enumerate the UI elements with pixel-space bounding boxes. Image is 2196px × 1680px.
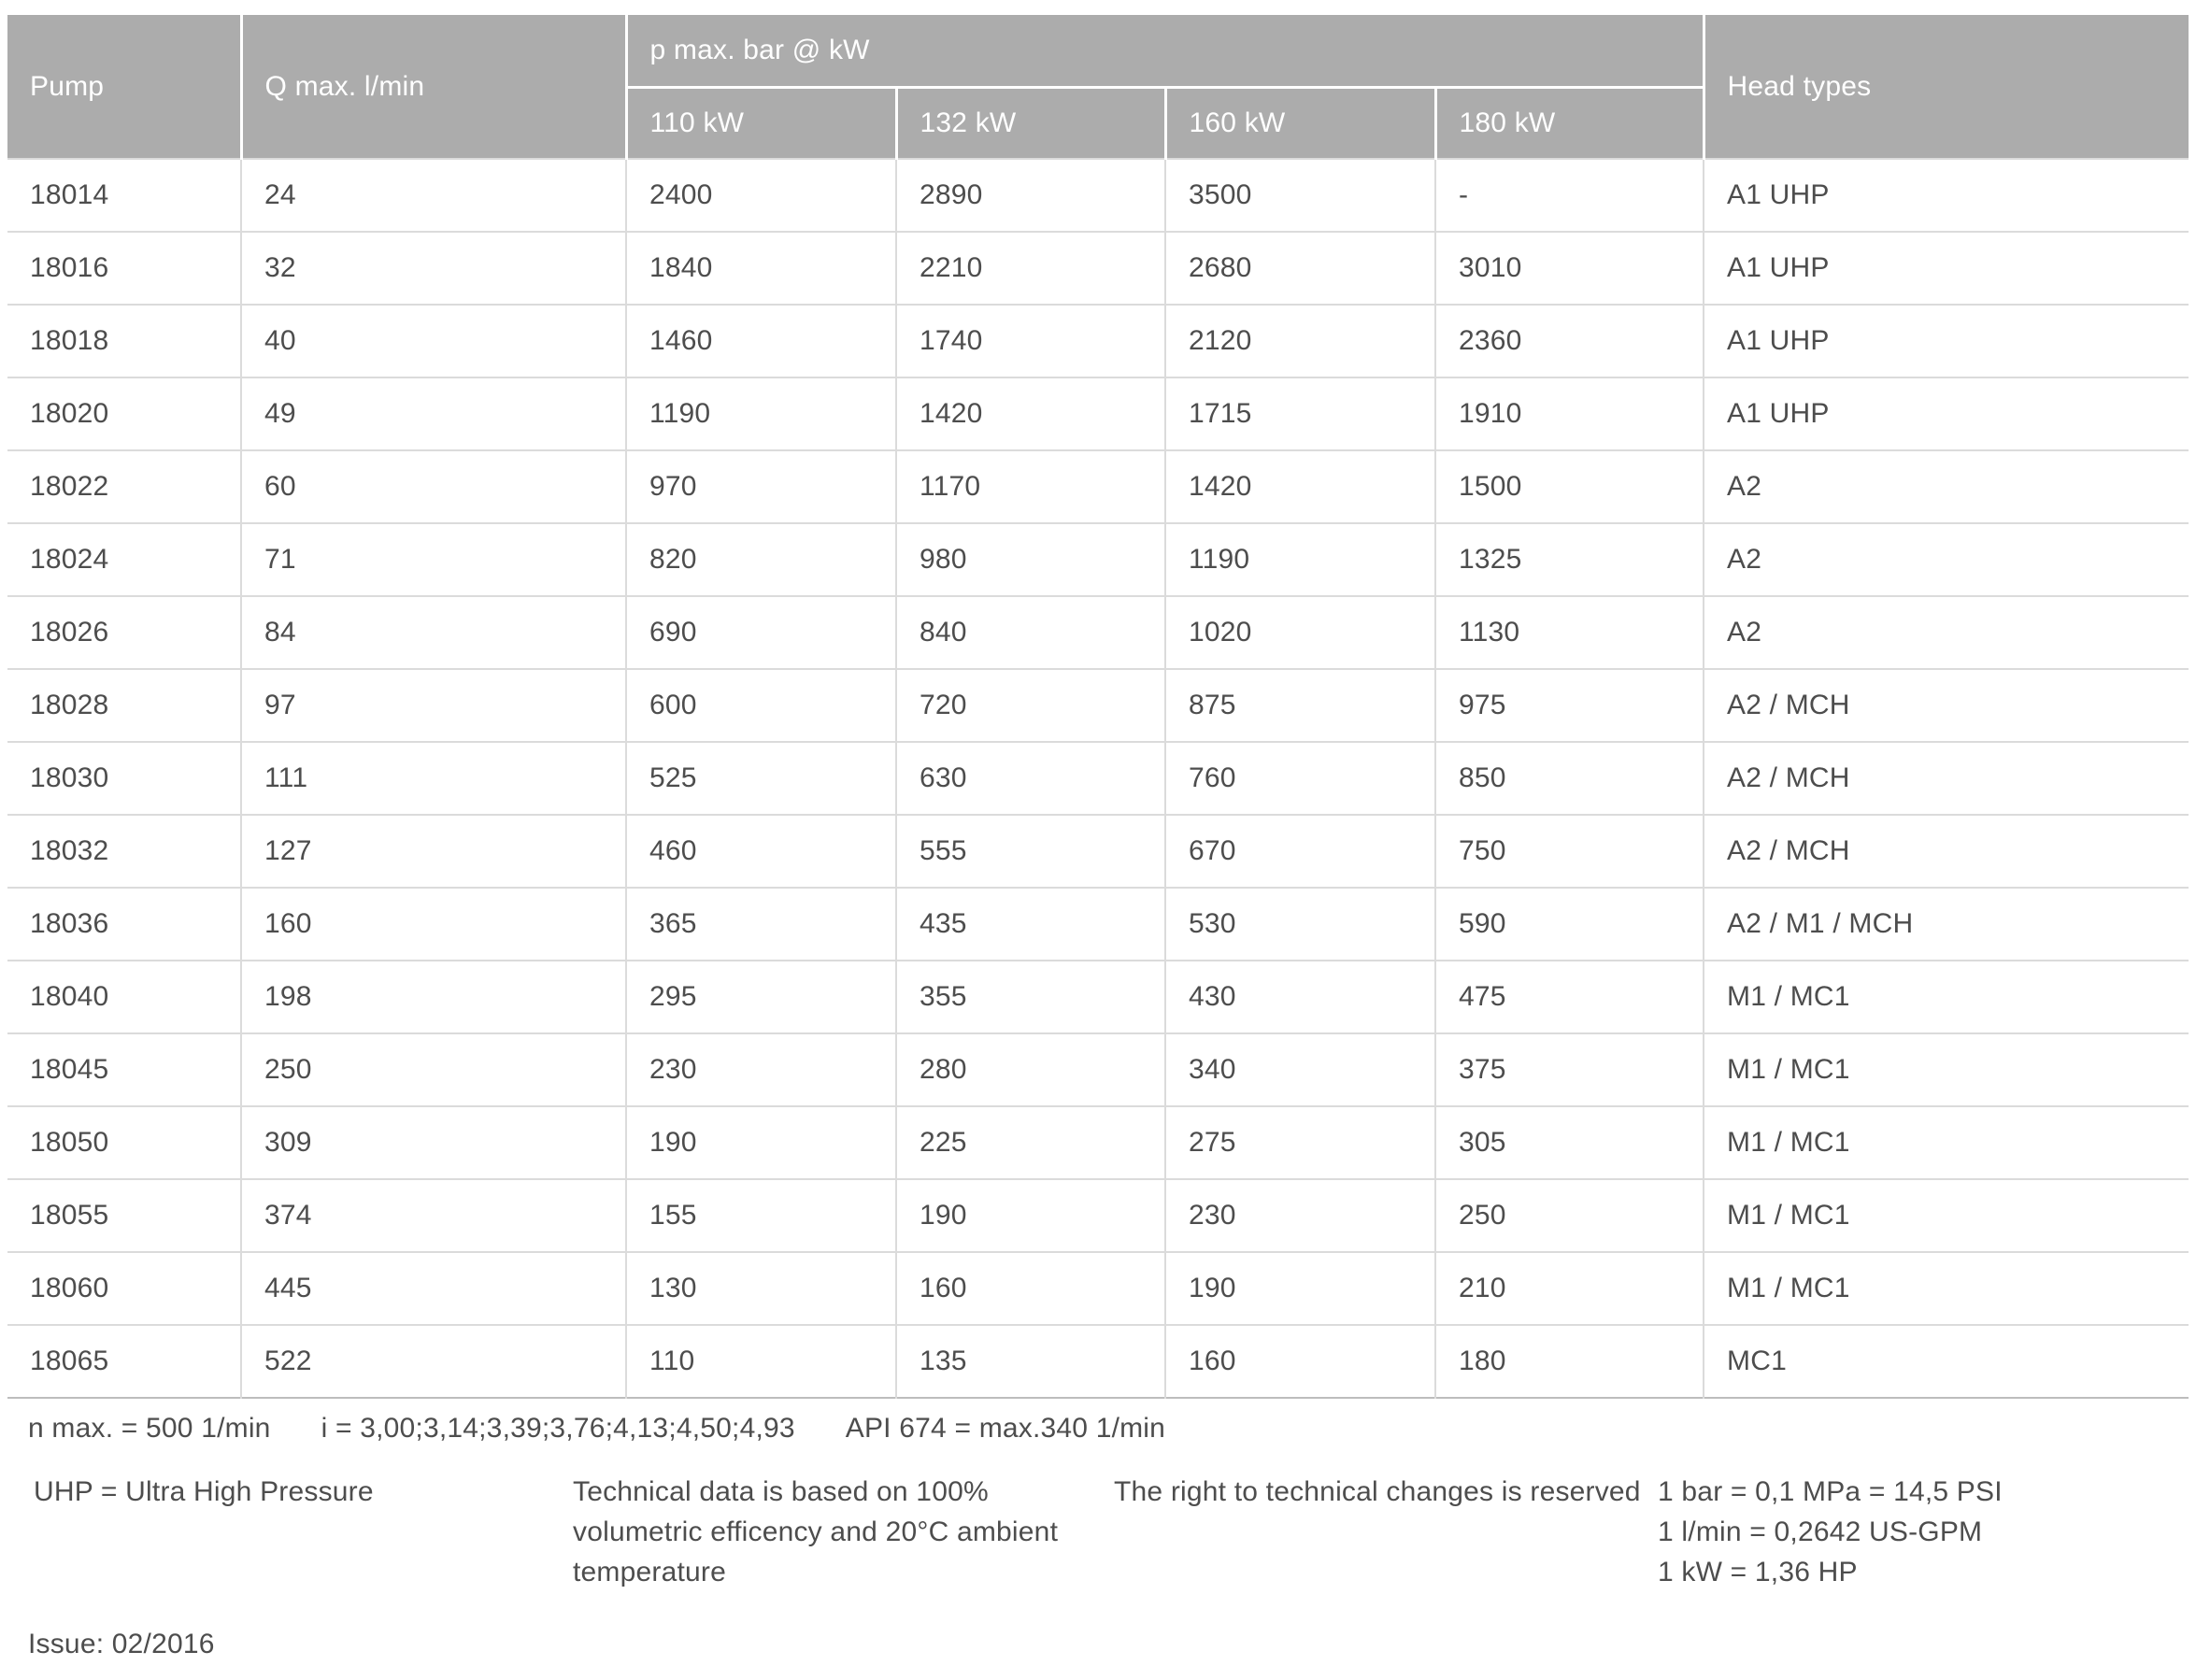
qmax-cell: 160 bbox=[241, 888, 626, 961]
conversion-bar: 1 bar = 0,1 MPa = 14,5 PSI bbox=[1658, 1476, 2003, 1507]
pmax-cell-180kw: 250 bbox=[1435, 1179, 1704, 1252]
pmax-cell-132kw: 1420 bbox=[896, 377, 1165, 450]
head-type-cell: M1 / MC1 bbox=[1704, 1033, 2189, 1106]
pmax-cell-132kw: 190 bbox=[896, 1179, 1165, 1252]
pmax-cell-132kw: 1740 bbox=[896, 305, 1165, 377]
pump-cell: 18050 bbox=[7, 1106, 241, 1179]
qmax-cell: 60 bbox=[241, 450, 626, 523]
pmax-cell-132kw: 225 bbox=[896, 1106, 1165, 1179]
pmax-cell-110kw: 1840 bbox=[626, 232, 896, 305]
pmax-cell-110kw: 460 bbox=[626, 815, 896, 888]
column-header-132kw: 132 kW bbox=[896, 88, 1165, 160]
pmax-cell-180kw: 850 bbox=[1435, 742, 1704, 815]
table-row bbox=[7, 159, 2189, 232]
head-type-cell: M1 / MC1 bbox=[1704, 961, 2189, 1033]
conversion-lmin: 1 l/min = 0,2642 US-GPM bbox=[1658, 1516, 1983, 1547]
note-api674: API 674 = max.340 1/min bbox=[845, 1413, 1166, 1444]
qmax-cell: 250 bbox=[241, 1033, 626, 1106]
table-row bbox=[7, 669, 2189, 742]
pmax-cell-110kw: 295 bbox=[626, 961, 896, 1033]
head-type-cell: A2 / MCH bbox=[1704, 742, 2189, 815]
pmax-cell-110kw: 230 bbox=[626, 1033, 896, 1106]
pmax-cell-180kw: - bbox=[1435, 159, 1704, 232]
pmax-cell-180kw: 210 bbox=[1435, 1252, 1704, 1325]
pmax-cell-180kw: 1325 bbox=[1435, 523, 1704, 596]
pmax-cell-132kw: 160 bbox=[896, 1252, 1165, 1325]
qmax-cell: 40 bbox=[241, 305, 626, 377]
pump-cell: 18028 bbox=[7, 669, 241, 742]
pmax-cell-160kw: 430 bbox=[1165, 961, 1435, 1033]
table-row bbox=[7, 888, 2189, 961]
table-row bbox=[7, 523, 2189, 596]
pmax-cell-132kw: 555 bbox=[896, 815, 1165, 888]
pmax-cell-132kw: 135 bbox=[896, 1325, 1165, 1398]
column-header-head-types: Head types bbox=[1704, 15, 2189, 159]
pump-cell: 18065 bbox=[7, 1325, 241, 1398]
qmax-cell: 445 bbox=[241, 1252, 626, 1325]
footnotes-block bbox=[0, 1472, 2196, 1595]
table-row bbox=[7, 377, 2189, 450]
footnote-uhp: UHP = Ultra High Pressure bbox=[34, 1476, 374, 1507]
pmax-cell-160kw: 1190 bbox=[1165, 523, 1435, 596]
table-row bbox=[7, 1106, 2189, 1179]
table-row bbox=[7, 450, 2189, 523]
table-row bbox=[7, 1325, 2189, 1398]
pump-data-table bbox=[7, 15, 2189, 1399]
qmax-cell: 111 bbox=[241, 742, 626, 815]
pmax-cell-110kw: 1190 bbox=[626, 377, 896, 450]
qmax-cell: 97 bbox=[241, 669, 626, 742]
pump-cell: 18018 bbox=[7, 305, 241, 377]
pump-cell: 18026 bbox=[7, 596, 241, 669]
pmax-cell-180kw: 2360 bbox=[1435, 305, 1704, 377]
pmax-cell-180kw: 305 bbox=[1435, 1106, 1704, 1179]
head-type-cell: MC1 bbox=[1704, 1325, 2189, 1398]
pump-cell: 18040 bbox=[7, 961, 241, 1033]
head-type-cell: A2 / MCH bbox=[1704, 669, 2189, 742]
pmax-cell-132kw: 2210 bbox=[896, 232, 1165, 305]
pmax-cell-180kw: 1500 bbox=[1435, 450, 1704, 523]
head-type-cell: A2 / MCH bbox=[1704, 815, 2189, 888]
pump-cell: 18016 bbox=[7, 232, 241, 305]
pump-cell: 18055 bbox=[7, 1179, 241, 1252]
column-header-pump: Pump bbox=[7, 15, 241, 159]
note-nmax: n max. = 500 1/min bbox=[28, 1413, 271, 1444]
pmax-cell-160kw: 875 bbox=[1165, 669, 1435, 742]
pmax-cell-132kw: 1170 bbox=[896, 450, 1165, 523]
pmax-cell-132kw: 840 bbox=[896, 596, 1165, 669]
head-type-cell: A2 bbox=[1704, 596, 2189, 669]
pmax-cell-132kw: 2890 bbox=[896, 159, 1165, 232]
pmax-cell-160kw: 1420 bbox=[1165, 450, 1435, 523]
column-header-pmax-group: p max. bar @ kW bbox=[626, 15, 1704, 88]
pump-cell: 18024 bbox=[7, 523, 241, 596]
qmax-cell: 24 bbox=[241, 159, 626, 232]
pump-cell: 18020 bbox=[7, 377, 241, 450]
qmax-cell: 32 bbox=[241, 232, 626, 305]
footnote-technical: Technical data is based on 100% volumetric efficency and 20°C ambient temperature bbox=[573, 1476, 1059, 1587]
qmax-cell: 49 bbox=[241, 377, 626, 450]
qmax-cell: 374 bbox=[241, 1179, 626, 1252]
head-type-cell: A1 UHP bbox=[1704, 159, 2189, 232]
qmax-cell: 84 bbox=[241, 596, 626, 669]
pmax-cell-180kw: 180 bbox=[1435, 1325, 1704, 1398]
pmax-cell-180kw: 1910 bbox=[1435, 377, 1704, 450]
table-row bbox=[7, 815, 2189, 888]
column-header-160kw: 160 kW bbox=[1165, 88, 1435, 160]
header-row-top bbox=[7, 15, 2189, 88]
pmax-cell-180kw: 975 bbox=[1435, 669, 1704, 742]
pmax-cell-110kw: 1460 bbox=[626, 305, 896, 377]
pmax-cell-160kw: 190 bbox=[1165, 1252, 1435, 1325]
pmax-cell-180kw: 3010 bbox=[1435, 232, 1704, 305]
pump-cell: 18032 bbox=[7, 815, 241, 888]
pmax-cell-160kw: 1020 bbox=[1165, 596, 1435, 669]
pmax-cell-132kw: 720 bbox=[896, 669, 1165, 742]
pmax-cell-160kw: 230 bbox=[1165, 1179, 1435, 1252]
pmax-cell-180kw: 1130 bbox=[1435, 596, 1704, 669]
pmax-cell-110kw: 690 bbox=[626, 596, 896, 669]
pmax-cell-160kw: 340 bbox=[1165, 1033, 1435, 1106]
pump-cell: 18030 bbox=[7, 742, 241, 815]
pmax-cell-110kw: 820 bbox=[626, 523, 896, 596]
pmax-cell-160kw: 2680 bbox=[1165, 232, 1435, 305]
pmax-cell-160kw: 670 bbox=[1165, 815, 1435, 888]
pmax-cell-160kw: 1715 bbox=[1165, 377, 1435, 450]
table-row bbox=[7, 1179, 2189, 1252]
pmax-cell-180kw: 750 bbox=[1435, 815, 1704, 888]
footnote-conversions bbox=[1658, 1472, 2003, 1592]
pmax-cell-110kw: 525 bbox=[626, 742, 896, 815]
pmax-cell-110kw: 365 bbox=[626, 888, 896, 961]
table-body bbox=[7, 159, 2189, 1398]
column-header-qmax: Q max. l/min bbox=[241, 15, 626, 159]
conversion-kw: 1 kW = 1,36 HP bbox=[1658, 1557, 1858, 1587]
pmax-cell-160kw: 760 bbox=[1165, 742, 1435, 815]
pump-cell: 18036 bbox=[7, 888, 241, 961]
pmax-cell-180kw: 475 bbox=[1435, 961, 1704, 1033]
pmax-cell-132kw: 980 bbox=[896, 523, 1165, 596]
pmax-cell-110kw: 2400 bbox=[626, 159, 896, 232]
pmax-cell-160kw: 530 bbox=[1165, 888, 1435, 961]
note-gear-ratios: i = 3,00;3,14;3,39;3,76;4,13;4,50;4,93 bbox=[321, 1413, 795, 1444]
issue-label: Issue: 02/2016 bbox=[28, 1629, 215, 1659]
table-row bbox=[7, 232, 2189, 305]
pmax-cell-110kw: 155 bbox=[626, 1179, 896, 1252]
head-type-cell: A1 UHP bbox=[1704, 232, 2189, 305]
pmax-cell-180kw: 375 bbox=[1435, 1033, 1704, 1106]
head-type-cell: A2 bbox=[1704, 450, 2189, 523]
column-header-110kw: 110 kW bbox=[626, 88, 896, 160]
pump-cell: 18060 bbox=[7, 1252, 241, 1325]
head-type-cell: M1 / MC1 bbox=[1704, 1179, 2189, 1252]
head-type-cell: A2 / M1 / MCH bbox=[1704, 888, 2189, 961]
table-row bbox=[7, 1033, 2189, 1106]
pmax-cell-110kw: 970 bbox=[626, 450, 896, 523]
head-type-cell: M1 / MC1 bbox=[1704, 1106, 2189, 1179]
table-row bbox=[7, 961, 2189, 1033]
pmax-cell-132kw: 435 bbox=[896, 888, 1165, 961]
table-row bbox=[7, 596, 2189, 669]
pmax-cell-160kw: 2120 bbox=[1165, 305, 1435, 377]
pmax-cell-132kw: 355 bbox=[896, 961, 1165, 1033]
pmax-cell-160kw: 275 bbox=[1165, 1106, 1435, 1179]
pmax-cell-110kw: 600 bbox=[626, 669, 896, 742]
pmax-cell-132kw: 630 bbox=[896, 742, 1165, 815]
pmax-cell-110kw: 110 bbox=[626, 1325, 896, 1398]
table-row bbox=[7, 1252, 2189, 1325]
footnote-rights: The right to technical changes is reserved bbox=[1114, 1476, 1641, 1507]
pmax-cell-110kw: 190 bbox=[626, 1106, 896, 1179]
head-type-cell: A2 bbox=[1704, 523, 2189, 596]
pmax-cell-132kw: 280 bbox=[896, 1033, 1165, 1106]
pmax-cell-110kw: 130 bbox=[626, 1252, 896, 1325]
pmax-cell-160kw: 3500 bbox=[1165, 159, 1435, 232]
qmax-cell: 522 bbox=[241, 1325, 626, 1398]
pump-cell: 18045 bbox=[7, 1033, 241, 1106]
pump-cell: 18014 bbox=[7, 159, 241, 232]
qmax-cell: 309 bbox=[241, 1106, 626, 1179]
notes-line bbox=[28, 1412, 2196, 1445]
column-header-180kw: 180 kW bbox=[1435, 88, 1704, 160]
table-row bbox=[7, 742, 2189, 815]
qmax-cell: 198 bbox=[241, 961, 626, 1033]
pump-cell: 18022 bbox=[7, 450, 241, 523]
qmax-cell: 127 bbox=[241, 815, 626, 888]
pmax-cell-160kw: 160 bbox=[1165, 1325, 1435, 1398]
head-type-cell: A1 UHP bbox=[1704, 377, 2189, 450]
head-type-cell: A1 UHP bbox=[1704, 305, 2189, 377]
pmax-cell-180kw: 590 bbox=[1435, 888, 1704, 961]
table-row bbox=[7, 305, 2189, 377]
head-type-cell: M1 / MC1 bbox=[1704, 1252, 2189, 1325]
table-header bbox=[7, 15, 2189, 159]
qmax-cell: 71 bbox=[241, 523, 626, 596]
